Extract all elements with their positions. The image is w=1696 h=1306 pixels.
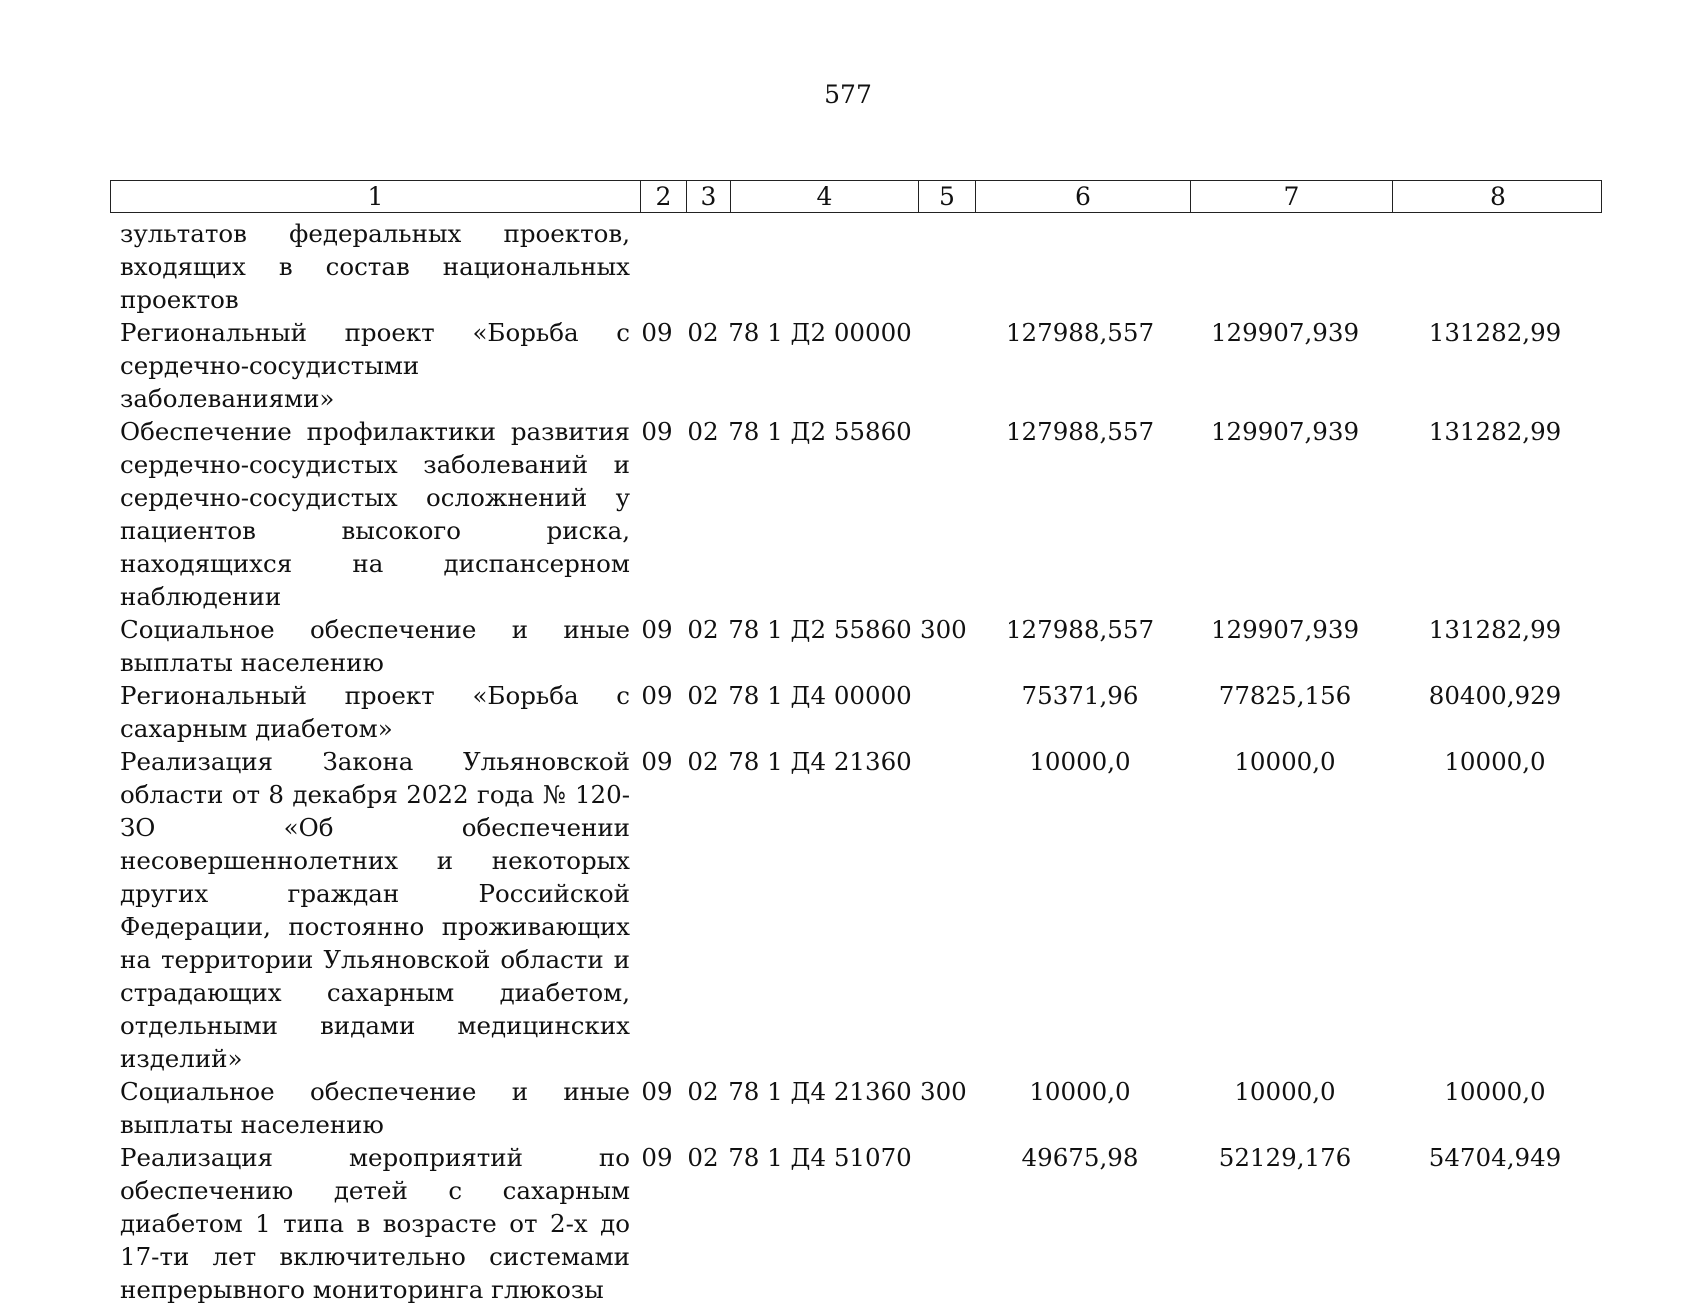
cell-expense-type: 300 bbox=[920, 1077, 967, 1106]
cell-amount-6: 10000,0 bbox=[1029, 747, 1131, 776]
cell-subsection: 02 bbox=[687, 615, 719, 644]
cell-amount-6: 10000,0 bbox=[1029, 1077, 1131, 1106]
header-col-6: 6 bbox=[976, 181, 1191, 212]
header-col-5: 5 bbox=[919, 181, 976, 212]
cell-subsection: 02 bbox=[687, 417, 719, 446]
cell-section: 09 bbox=[641, 615, 673, 644]
cell-target-code: 78 1 Д4 21360 bbox=[728, 1077, 912, 1106]
cell-amount-7: 10000,0 bbox=[1234, 747, 1336, 776]
cell-subsection: 02 bbox=[687, 1077, 719, 1106]
cell-target-code: 78 1 Д2 55860 bbox=[728, 615, 912, 644]
table-row bbox=[120, 1141, 1600, 1306]
cell-amount-7: 52129,176 bbox=[1218, 1143, 1352, 1172]
cell-target-code: 78 1 Д2 55860 bbox=[728, 417, 912, 446]
cell-section: 09 bbox=[641, 1077, 673, 1106]
cell-amount-8: 131282,99 bbox=[1428, 417, 1562, 446]
row-description: Региональный проект «Борьба с сахарным диабетом» bbox=[120, 681, 630, 743]
cell-amount-6: 49675,98 bbox=[1021, 1143, 1139, 1172]
table-row bbox=[120, 1075, 1600, 1141]
cell-section: 09 bbox=[641, 318, 673, 347]
cell-target-code: 78 1 Д2 00000 bbox=[728, 318, 912, 347]
cell-amount-6: 127988,557 bbox=[1005, 318, 1155, 347]
header-col-7: 7 bbox=[1191, 181, 1393, 212]
cell-amount-7: 129907,939 bbox=[1210, 615, 1360, 644]
cell-amount-7 bbox=[1180, 217, 1390, 316]
table-row bbox=[120, 316, 1600, 415]
row-description: Обеспечение профилактики развития сердечно-сосудистых заболеваний и сердечно-сосудистых осложнений у пациентов высокого риска, находящихся на диспансерном наблюдении bbox=[120, 417, 630, 611]
cell-section: 09 bbox=[641, 681, 673, 710]
cell-amount-8: 131282,99 bbox=[1428, 318, 1562, 347]
header-col-2: 2 bbox=[641, 181, 687, 212]
cell-target-code: 78 1 Д4 51070 bbox=[728, 1143, 912, 1172]
cell-expense-type bbox=[916, 1141, 980, 1306]
table-row bbox=[120, 613, 1600, 679]
cell-amount-6: 127988,557 bbox=[1005, 615, 1155, 644]
row-description: Реализация Закона Ульяновской области от 8 декабря 2022 года № 120-ЗО «Об обеспечении несовершеннолетних и некоторых других граждан Российской Федерации, постоянно проживающих на территории Ульяновской области и страдающих сахарным диабетом, отдельными видами медицинских изделий» bbox=[120, 747, 630, 1073]
cell-amount-8 bbox=[1390, 217, 1600, 316]
cell-expense-type bbox=[916, 217, 980, 316]
cell-expense-type bbox=[916, 415, 980, 613]
cell-amount-7: 129907,939 bbox=[1210, 318, 1360, 347]
cell-amount-8: 131282,99 bbox=[1428, 615, 1562, 644]
cell-amount-6: 127988,557 bbox=[1005, 417, 1155, 446]
header-col-8: 8 bbox=[1490, 182, 1506, 211]
cell-amount-7: 77825,156 bbox=[1218, 681, 1352, 710]
cell-target-code: 78 1 Д4 00000 bbox=[728, 681, 912, 710]
header-col-1: 1 bbox=[111, 181, 641, 212]
row-description: Региональный проект «Борьба с сердечно-сосудистыми заболеваниями» bbox=[120, 318, 630, 413]
cell-subsection: 02 bbox=[687, 318, 719, 347]
cell-target-code: 78 1 Д4 21360 bbox=[728, 747, 912, 776]
cell-section: 09 bbox=[641, 417, 673, 446]
cell-subsection: 02 bbox=[687, 747, 719, 776]
cell-expense-type bbox=[916, 679, 980, 745]
table-row bbox=[120, 217, 1600, 316]
cell-amount-8: 54704,949 bbox=[1428, 1143, 1562, 1172]
table-row bbox=[120, 679, 1600, 745]
table-row bbox=[120, 415, 1600, 613]
cell-subsection: 02 bbox=[687, 681, 719, 710]
table-header bbox=[110, 180, 1602, 213]
cell-target-code bbox=[724, 217, 916, 316]
cell-subsection bbox=[682, 217, 724, 316]
cell-amount-8: 10000,0 bbox=[1444, 1077, 1546, 1106]
row-description: Социальное обеспечение и иные выплаты населению bbox=[120, 615, 630, 677]
cell-section: 09 bbox=[641, 1143, 673, 1172]
cell-amount-8: 80400,929 bbox=[1428, 681, 1562, 710]
cell-amount-8: 10000,0 bbox=[1444, 747, 1546, 776]
row-description: зультатов федеральных проектов, входящих в состав национальных проектов bbox=[120, 219, 630, 314]
header-col-4: 4 bbox=[731, 181, 919, 212]
row-description: Социальное обеспечение и иные выплаты населению bbox=[120, 1077, 630, 1139]
header-col-3: 3 bbox=[687, 181, 731, 212]
cell-expense-type: 300 bbox=[920, 615, 967, 644]
cell-expense-type bbox=[916, 745, 980, 1075]
cell-amount-6 bbox=[980, 217, 1180, 316]
cell-amount-7: 10000,0 bbox=[1234, 1077, 1336, 1106]
cell-section: 09 bbox=[641, 747, 673, 776]
page-number: 577 bbox=[824, 80, 872, 109]
cell-section bbox=[632, 217, 682, 316]
cell-amount-6: 75371,96 bbox=[1021, 681, 1139, 710]
table-body bbox=[120, 217, 1600, 1306]
cell-subsection: 02 bbox=[687, 1143, 719, 1172]
table-row bbox=[120, 745, 1600, 1075]
row-description: Реализация мероприятий по обеспечению детей с сахарным диабетом 1 типа в возрасте от 2-х до 17-ти лет включительно системами непрерывного мониторинга глюкозы bbox=[120, 1143, 630, 1304]
cell-amount-7: 129907,939 bbox=[1210, 417, 1360, 446]
cell-expense-type bbox=[916, 316, 980, 415]
